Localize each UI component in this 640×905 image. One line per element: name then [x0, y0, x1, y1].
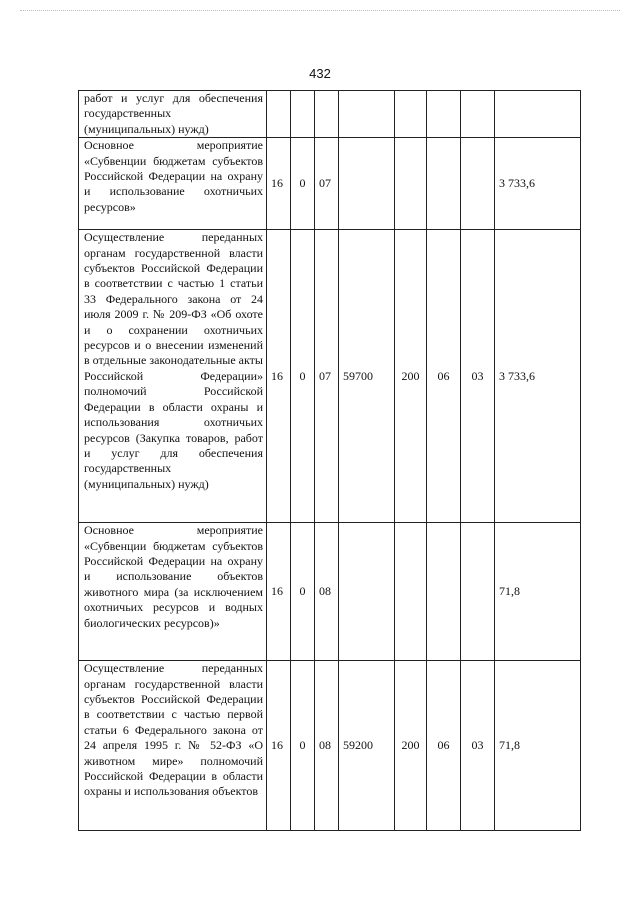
- row-description: Основное мероприятие «Субвенции бюджетам субъектов Российской Федерации на охрану и использование объектов животного мира (за исключением охотничьих ресурсов и водных биологических ресурсов)»: [79, 523, 267, 661]
- scan-artifact-line: [20, 10, 620, 12]
- program-code-cell: 16: [267, 230, 291, 523]
- direction-code-cell: [339, 138, 395, 230]
- direction-code-cell: [339, 523, 395, 661]
- budget-table: [78, 90, 581, 831]
- expense-type-code-cell: [395, 91, 427, 138]
- subprogram-code-cell: 0: [291, 661, 315, 831]
- direction-code-cell: [339, 91, 395, 138]
- section-code-cell: [427, 91, 461, 138]
- row-description: Осуществление переданных органам государственной власти субъектов Российской Федерации в соответствии с частью 1 статьи 33 Федерального закона от 24 июля 2009 г. № 209-ФЗ «Об охоте и о сохранении охотничьих ресурсов и о внесении изменений в отдельные законодательные акты Российской Федерации» полномочий Российской Федерации в области охраны и использования охотничьих ресурсов (Закупка товаров, работ и услуг для обеспечения государственных (муниципальных) нужд): [79, 230, 267, 523]
- subsection-code-cell: [461, 138, 495, 230]
- direction-code-cell: 59200: [339, 661, 395, 831]
- amount-cell: 71,8: [495, 661, 581, 831]
- subsection-code-cell: 03: [461, 661, 495, 831]
- amount-cell: 71,8: [495, 523, 581, 661]
- page-number: 432: [309, 66, 331, 81]
- subprogram-code-cell: [291, 91, 315, 138]
- expense-type-code-cell: [395, 523, 427, 661]
- subprogram-code-cell: 0: [291, 523, 315, 661]
- expense-type-code-cell: 200: [395, 661, 427, 831]
- section-code-cell: 06: [427, 661, 461, 831]
- table-row: [79, 661, 581, 831]
- subsection-code-cell: [461, 523, 495, 661]
- expense-type-code-cell: 200: [395, 230, 427, 523]
- amount-cell: 3 733,6: [495, 230, 581, 523]
- program-code-cell: 16: [267, 138, 291, 230]
- table-row: [79, 230, 581, 523]
- row-description: работ и услуг для обеспечения государственных (муниципальных) нужд): [79, 91, 267, 138]
- event-code-cell: [315, 91, 339, 138]
- event-code-cell: 08: [315, 661, 339, 831]
- section-code-cell: 06: [427, 230, 461, 523]
- row-description: Осуществление переданных органам государственной власти субъектов Российской Федерации в соответствии с частью первой статьи 6 Федерального закона от 24 апреля 1995 г. № 52-ФЗ «О животном мире» полномочий Российской Федерации в области охраны и использования объектов: [79, 661, 267, 831]
- row-description: Основное мероприятие «Субвенции бюджетам субъектов Российской Федерации на охрану и использование охотничьих ресурсов»: [79, 138, 267, 230]
- amount-cell: [495, 91, 581, 138]
- section-code-cell: [427, 138, 461, 230]
- program-code-cell: [267, 91, 291, 138]
- subsection-code-cell: [461, 91, 495, 138]
- table-row: [79, 91, 581, 138]
- program-code-cell: 16: [267, 523, 291, 661]
- table-row: [79, 138, 581, 230]
- table-row: [79, 523, 581, 661]
- expense-type-code-cell: [395, 138, 427, 230]
- subprogram-code-cell: 0: [291, 138, 315, 230]
- event-code-cell: 07: [315, 138, 339, 230]
- direction-code-cell: 59700: [339, 230, 395, 523]
- event-code-cell: 08: [315, 523, 339, 661]
- subprogram-code-cell: 0: [291, 230, 315, 523]
- amount-cell: 3 733,6: [495, 138, 581, 230]
- program-code-cell: 16: [267, 661, 291, 831]
- section-code-cell: [427, 523, 461, 661]
- event-code-cell: 07: [315, 230, 339, 523]
- subsection-code-cell: 03: [461, 230, 495, 523]
